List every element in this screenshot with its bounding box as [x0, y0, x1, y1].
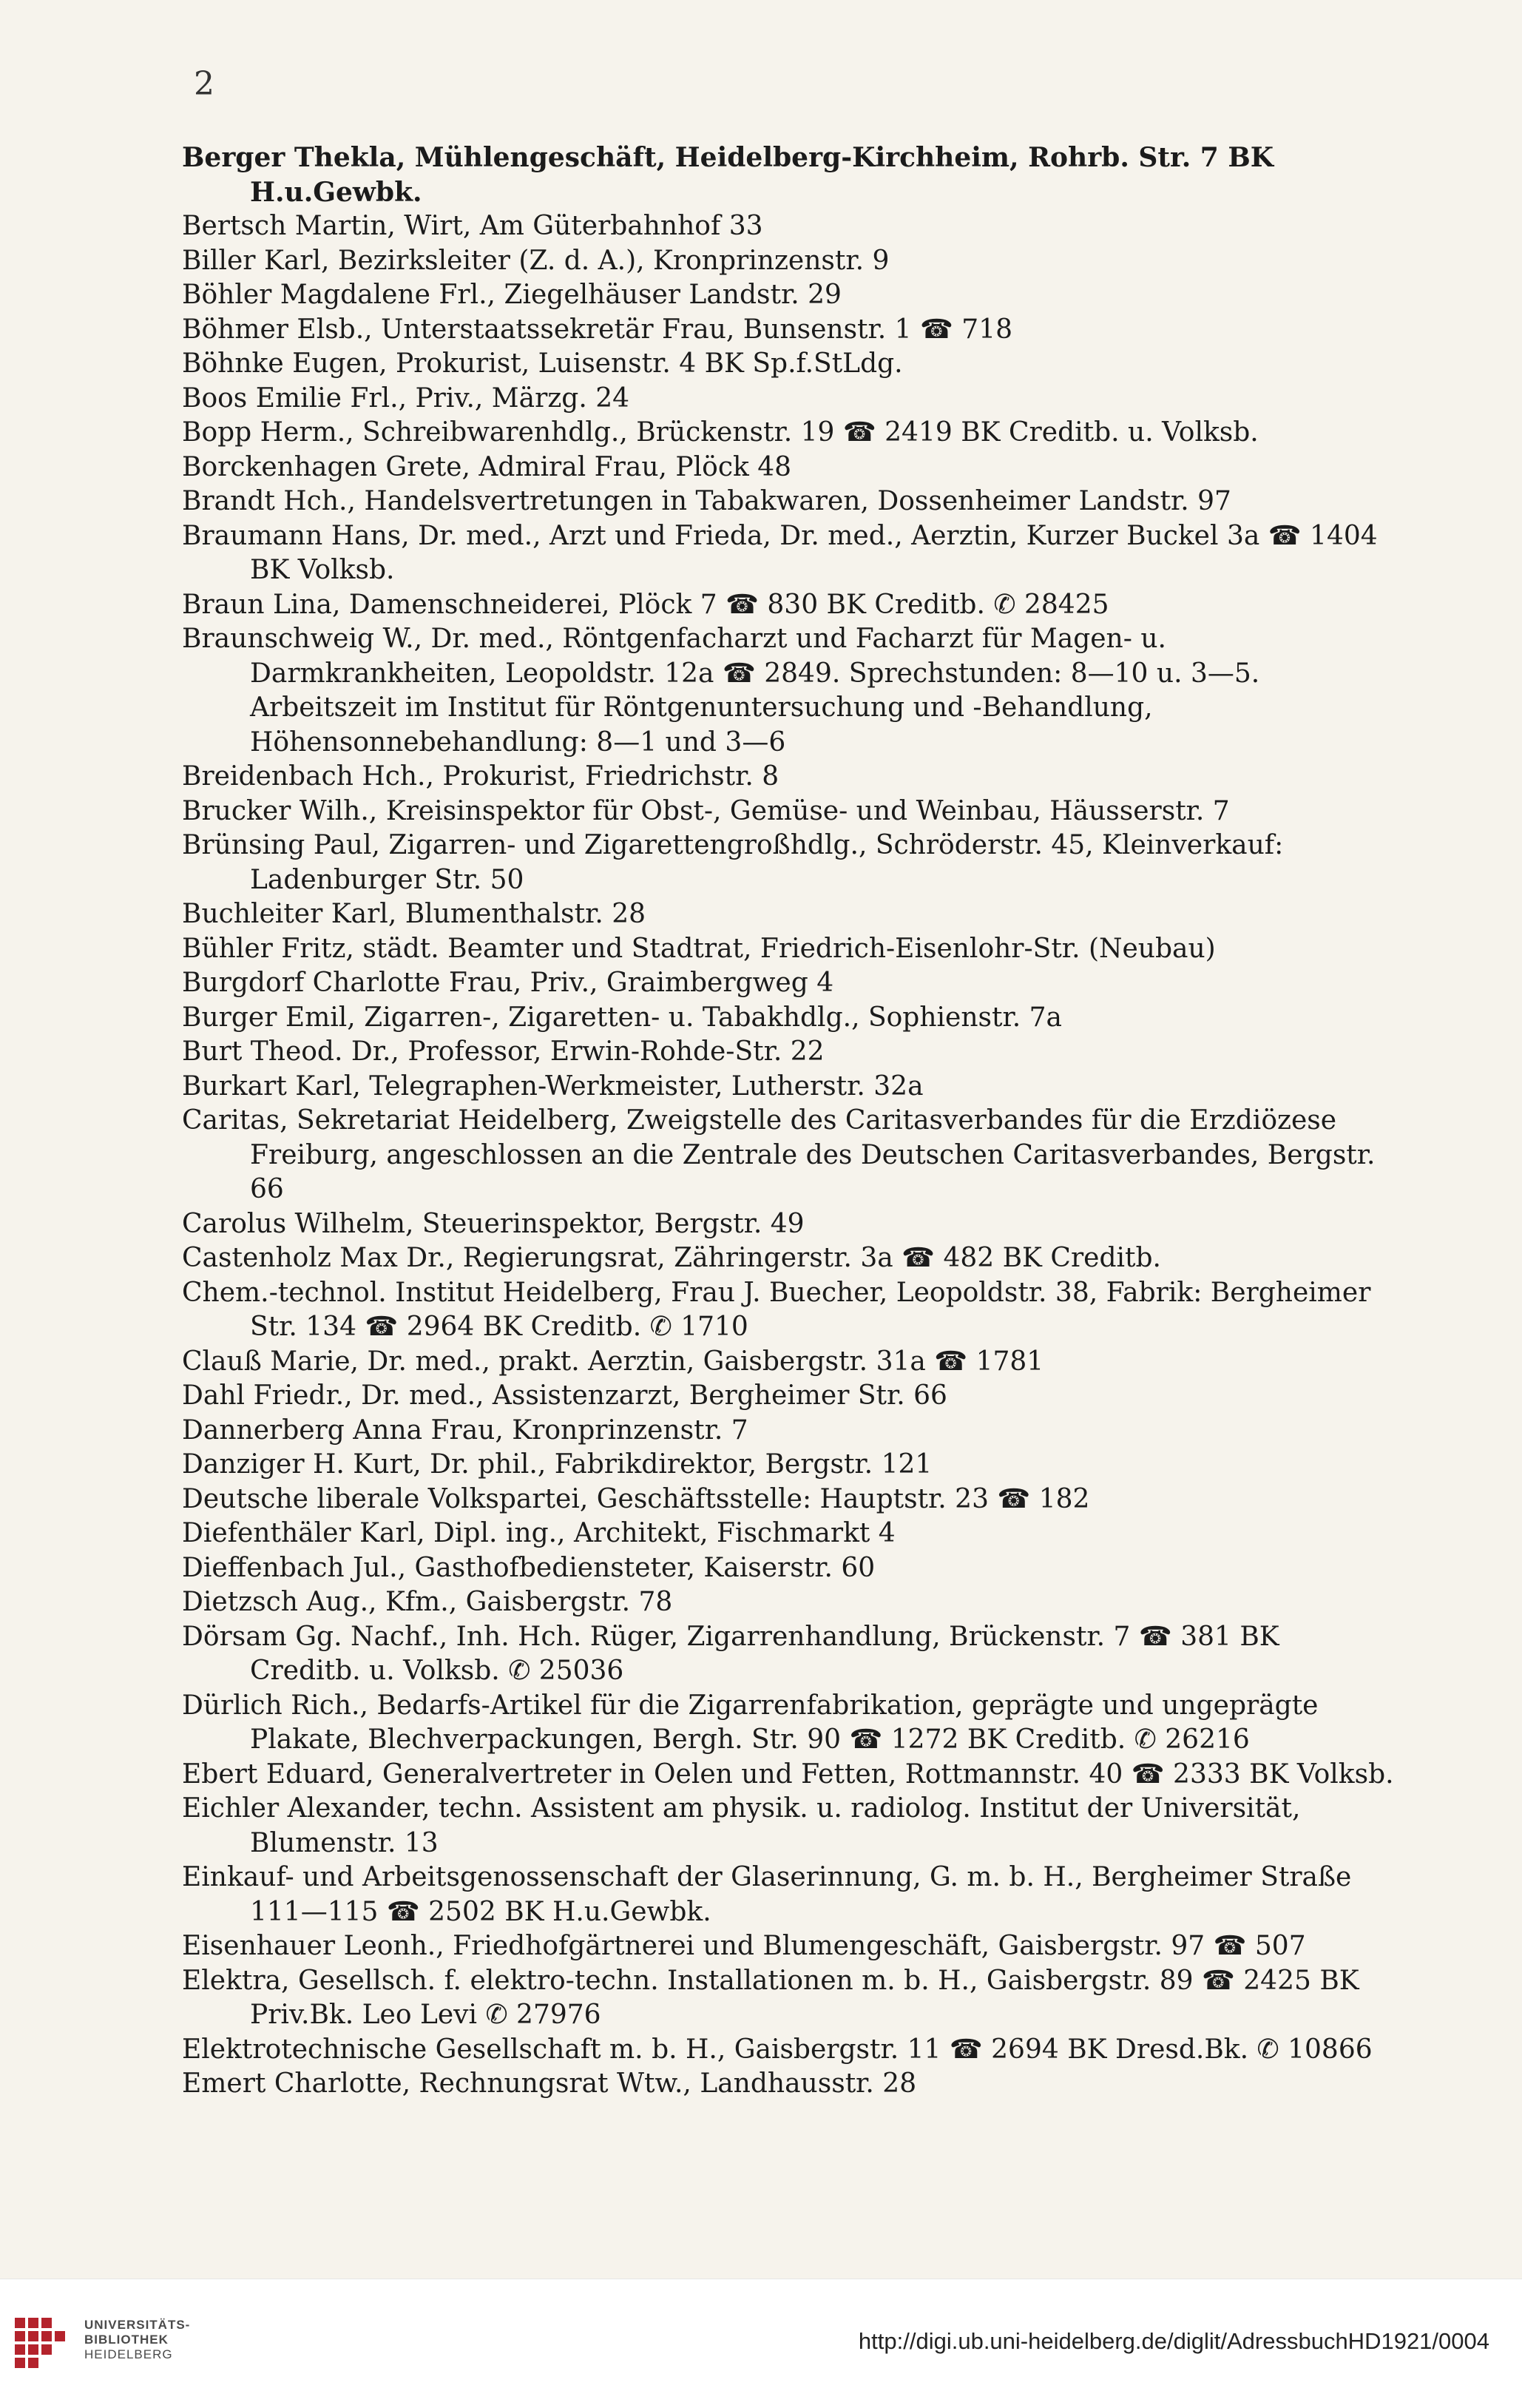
- directory-entry: Deutsche liberale Volkspartei, Geschäftsstelle: Hauptstr. 23 ☎ 182: [182, 1483, 1090, 1514]
- directory-entry: Brünsing Paul, Zigarren- und Zigarettengroßhdlg., Schröderstr. 45, Kleinverkauf: Ladenburger Str. 50: [182, 830, 1284, 895]
- directory-entry: Bopp Herm., Schreibwarenhdlg., Brückenstr. 19 ☎ 2419 BK Creditb. u. Volksb.: [182, 417, 1259, 448]
- source-url-link[interactable]: http://digi.ub.uni-heidelberg.de/diglit/AdressbuchHD1921/0004: [858, 2328, 1489, 2354]
- directory-entry: Bertsch Martin, Wirt, Am Güterbahnhof 33: [182, 211, 763, 241]
- directory-entry: Braun Lina, Damenschneiderei, Plöck 7 ☎ 830 BK Creditb. ✆ 28425: [182, 589, 1109, 620]
- directory-entry: Bühler Fritz, städt. Beamter und Stadtrat, Friedrich-Eisenlohr-Str. (Neubau): [182, 933, 1216, 964]
- directory-entry: Dahl Friedr., Dr. med., Assistenzarzt, Bergheimer Str. 66: [182, 1380, 947, 1411]
- directory-entry: Burt Theod. Dr., Professor, Erwin-Rohde-Str. 22: [182, 1036, 825, 1067]
- directory-entry: Brandt Hch., Handelsvertretungen in Tabakwaren, Dossenheimer Landstr. 97: [182, 486, 1231, 516]
- directory-entry: Dannerberg Anna Frau, Kronprinzenstr. 7: [182, 1414, 748, 1446]
- directory-entry: Caritas, Sekretariat Heidelberg, Zweigstelle des Caritasverbandes für die Erzdiözese Freiburg, angeschlossen an die Zentrale des Deutschen Caritasverbandes, Bergstr. 66: [182, 1105, 1376, 1204]
- directory-entry: Danziger H. Kurt, Dr. phil., Fabrikdirektor, Bergstr. 121: [182, 1449, 933, 1480]
- directory-entry: Borckenhagen Grete, Admiral Frau, Plöck 48: [182, 451, 792, 482]
- page-number: 2: [194, 65, 214, 103]
- directory-entry: Boos Emilie Frl., Priv., Märzg. 24: [182, 382, 630, 414]
- directory-entry: Emert Charlotte, Rechnungsrat Wtw., Landhausstr. 28: [182, 2068, 917, 2099]
- directory-entry: Burgdorf Charlotte Frau, Priv., Graimbergweg 4: [182, 968, 834, 998]
- directory-entry: Burger Emil, Zigarren-, Zigaretten- u. Tabakhdlg., Sophienstr. 7a: [182, 1002, 1062, 1033]
- directory-entry: Dürlich Rich., Bedarfs-Artikel für die Zigarrenfabrikation, geprägte und ungeprägte Plakate, Blechverpackungen, Bergh. Str. 90 ☎ 1272 BK Creditb. ✆ 26216: [182, 1690, 1319, 1755]
- directory-entry: Diefenthäler Karl, Dipl. ing., Architekt, Fischmarkt 4: [182, 1518, 896, 1548]
- directory-entry: Eichler Alexander, techn. Assistent am physik. u. radiolog. Institut der Universität, Blumenstr. 13: [182, 1793, 1301, 1858]
- directory-entry: Braumann Hans, Dr. med., Arzt und Frieda, Dr. med., Aerztin, Kurzer Buckel 3a ☎ 1404 BK Volksb.: [182, 520, 1378, 585]
- footer: [0, 2279, 1522, 2408]
- logo-line-1: UNIVERSITÄTS-: [84, 2318, 191, 2332]
- library-logo-text: [84, 2318, 190, 2362]
- directory-entry: Buchleiter Karl, Blumenthalstr. 28: [182, 899, 646, 929]
- directory-entry: Breidenbach Hch., Prokurist, Friedrichstr. 8: [182, 761, 779, 792]
- directory-entry: Eisenhauer Leonh., Friedhofgärtnerei und Blumengeschäft, Gaisbergstr. 97 ☎ 507: [182, 1931, 1306, 1961]
- library-logo-icon: [10, 2313, 74, 2377]
- directory-entry: Brucker Wilh., Kreisinspektor für Obst-, Gemüse- und Weinbau, Häusserstr. 7: [182, 795, 1230, 826]
- directory-entry: Berger Thekla, Mühlengeschäft, Heidelberg-Kirchheim, Rohrb. Str. 7 BK H.u.Gewbk.: [182, 142, 1274, 208]
- directory-entry: Ebert Eduard, Generalvertreter in Oelen und Fetten, Rottmannstr. 40 ☎ 2333 BK Volksb.: [182, 1758, 1394, 1790]
- directory-entry: Carolus Wilhelm, Steuerinspektor, Bergstr. 49: [182, 1208, 805, 1239]
- directory-entry: Clauß Marie, Dr. med., prakt. Aerztin, Gaisbergstr. 31a ☎ 1781: [182, 1346, 1044, 1377]
- directory-entry: Castenholz Max Dr., Regierungsrat, Zähringerstr. 3a ☎ 482 BK Creditb.: [182, 1243, 1161, 1273]
- directory-entry: Böhnke Eugen, Prokurist, Luisenstr. 4 BK Sp.f.StLdg.: [182, 348, 903, 379]
- directory-entries: [182, 141, 1395, 2102]
- directory-entry: Chem.-technol. Institut Heidelberg, Frau J. Buecher, Leopoldstr. 38, Fabrik: Bergheimer Str. 134 ☎ 2964 BK Creditb. ✆ 1710: [182, 1277, 1371, 1342]
- directory-entry: Böhler Magdalene Frl., Ziegelhäuser Landstr. 29: [182, 280, 842, 310]
- directory-entry: Böhmer Elsb., Unterstaatssekretär Frau, Bunsenstr. 1 ☎ 718: [182, 314, 1012, 345]
- directory-entry: Burkart Karl, Telegraphen-Werkmeister, Lutherstr. 32a: [182, 1070, 924, 1102]
- directory-entry: Elektra, Gesellsch. f. elektro-techn. Installationen m. b. H., Gaisbergstr. 89 ☎ 2425 BK Priv.Bk. Leo Levi ✆ 27976: [182, 1965, 1359, 2030]
- directory-entry: Elektrotechnische Gesellschaft m. b. H., Gaisbergstr. 11 ☎ 2694 BK Dresd.Bk. ✆ 10866: [182, 2034, 1373, 2065]
- logo-line-3: HEIDELBERG: [84, 2347, 173, 2361]
- directory-entry: Biller Karl, Bezirksleiter (Z. d. A.), Kronprinzenstr. 9: [182, 245, 890, 276]
- directory-entry: Braunschweig W., Dr. med., Röntgenfacharzt und Facharzt für Magen- u. Darmkrankheiten, Leopoldstr. 12a ☎ 2849. Sprechstunden: 8—10 u. 3—5. Arbeitszeit im Institut für Röntgenuntersuchung und -Behandlung, Höhensonnebehandlung: 8—1 und 3—6: [182, 624, 1260, 758]
- directory-entry: Dörsam Gg. Nachf., Inh. Hch. Rüger, Zigarrenhandlung, Brückenstr. 7 ☎ 381 BK Creditb. u. Volksb. ✆ 25036: [182, 1621, 1279, 1686]
- logo-line-2: BIBLIOTHEK: [84, 2333, 169, 2347]
- directory-entry: Einkauf- und Arbeitsgenossenschaft der Glaserinnung, G. m. b. H., Bergheimer Straße 111—115 ☎ 2502 BK H.u.Gewbk.: [182, 1862, 1352, 1927]
- directory-entry: Dietzsch Aug., Kfm., Gaisbergstr. 78: [182, 1587, 673, 1617]
- directory-entry: Dieffenbach Jul., Gasthofbediensteter, Kaiserstr. 60: [182, 1552, 876, 1583]
